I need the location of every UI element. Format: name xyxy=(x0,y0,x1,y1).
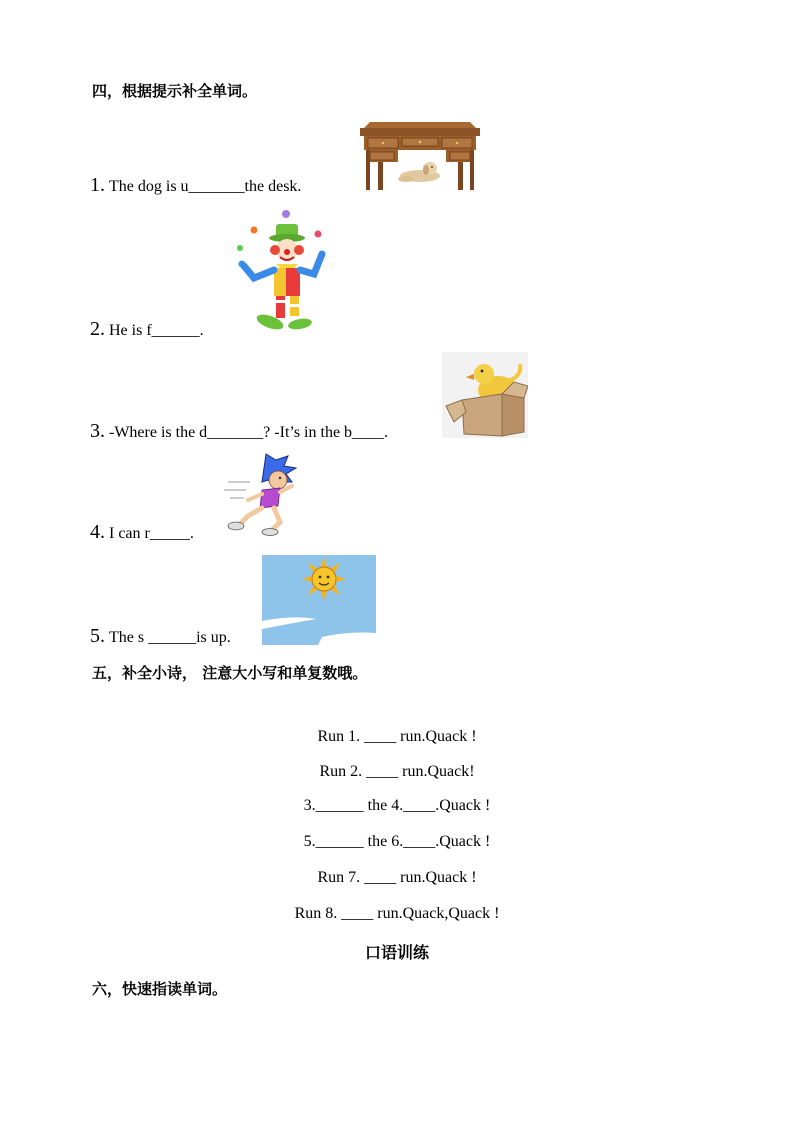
question-4 xyxy=(90,521,194,544)
poem-line-5: Run 7. ____ run.Quack ! xyxy=(317,869,477,886)
desk-with-dog-image xyxy=(358,118,482,192)
question-2 xyxy=(90,318,204,341)
section-5-heading: 五，补全小诗， 注意大小写和单复数哦。 xyxy=(92,664,368,682)
question-text: The s ______is up. xyxy=(109,629,231,646)
question-text: The dog is u_______the desk. xyxy=(109,178,302,195)
poem-line-1: Run 1. ____ run.Quack ! xyxy=(317,728,477,745)
question-text: He is f______. xyxy=(109,322,204,339)
question-number: 2. xyxy=(90,318,105,340)
question-number: 5. xyxy=(90,625,105,647)
question-1 xyxy=(90,174,301,197)
running-boy-image xyxy=(222,452,302,536)
section-6-heading: 六，快速指读单词。 xyxy=(92,980,228,998)
question-3 xyxy=(90,420,388,443)
poem-line-6: Run 8. ____ run.Quack,Quack ! xyxy=(294,905,500,922)
poem-line-4: 5.______ the 6.____.Quack ! xyxy=(303,833,491,850)
sun-in-sky-image xyxy=(262,555,376,645)
question-number: 4. xyxy=(90,521,105,543)
juggling-clown-image xyxy=(234,208,334,336)
poem-line-3: 3.______ the 4.____.Quack ! xyxy=(303,797,491,814)
question-number: 1. xyxy=(90,174,105,196)
question-5 xyxy=(90,625,231,648)
question-number: 3. xyxy=(90,420,105,442)
oral-training-title: 口语训练 xyxy=(364,943,429,962)
poem-line-2: Run 2. ____ run.Quack! xyxy=(319,763,475,780)
question-text: -Where is the d_______? -It’s in the b____. xyxy=(109,424,389,441)
section-4-heading: 四，根据提示补全单词。 xyxy=(92,82,258,100)
question-text: I can r_____. xyxy=(109,525,194,542)
duck-in-box-image xyxy=(442,352,528,438)
